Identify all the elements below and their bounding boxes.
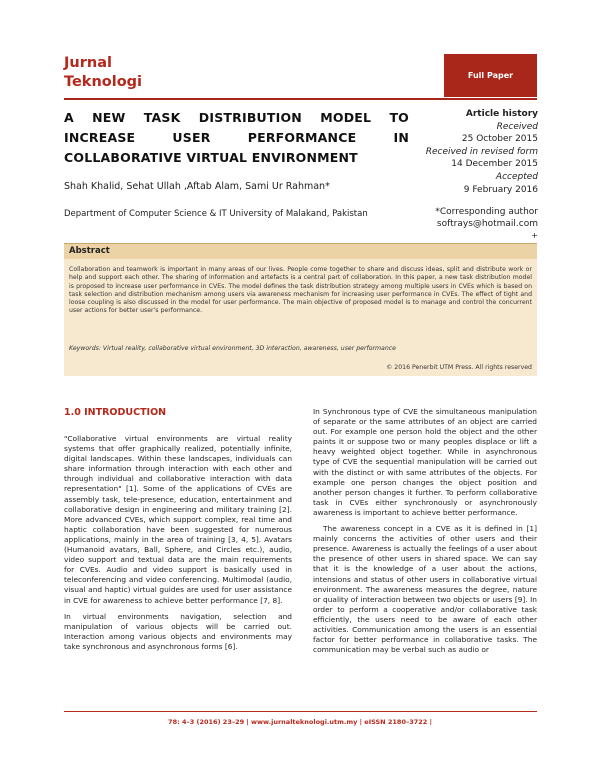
abstract-heading: Abstract [64, 244, 537, 259]
paragraph: The awareness concept in a CVE as it is defined in [1] mainly concerns the activities of other users and their presence. Awareness is actually the feelings of a user about the presence of other users in shared space. We can say that it is the knowledge of a user about the actions, intensions and status of other users in collaborative virtual environment. The awareness measures the degree, nature or quality of interaction between two objects or users [9]. In order to perform a cooperative and/or collaborative task efficiently, the users need to be aware of each other activities. Communication among the users is an essential factor for better performance in collaborative tasks. The communication may be verbal such as audio or [313, 524, 537, 655]
keywords: Keywords: Virtual reality, collaborative virtual environment, 3D interaction, awareness, user performance [69, 345, 396, 352]
journal-name [64, 54, 142, 92]
header-rule [64, 98, 537, 100]
accepted-date: 9 February 2016 [463, 184, 538, 195]
footer-rule [64, 711, 537, 712]
abstract-body: Collaboration and teamwork is important in many areas of our lives. People come together to share and discuss ideas, split and distribute work or help and support each other. The sharing of information and artefacts is a central part of collaboration. In this paper, a new task distribution model is proposed to increase user performance in CVEs. The model defines the task distribution strategy among multiple users in CVEs which is based on task selection and distribution mechanism among users via awareness mechanism for increasing user performance in CVEs. The effect of tight and loose coupling is also discussed in the model for user performance. The main objective of proposed model is to manage and control the concurrent user actions for better user's performance. [69, 266, 532, 315]
article-history-heading: Article history [465, 109, 538, 119]
journal-name-line1: Jurnal [64, 55, 112, 71]
revised-date: 14 December 2015 [451, 159, 538, 170]
abstract-box [64, 243, 537, 376]
section-title: 1.0 INTRODUCTION [64, 407, 167, 418]
corresponding-email[interactable]: softrays@hotmail.com [436, 219, 538, 229]
revised-label: Received in revised form [425, 146, 538, 157]
paragraph: "Collaborative virtual environments are virtual reality systems that offer graphically realized, potentially infinite, digital landscapes. Within these landscapes, individuals can share information through interaction with each other and through individual and collaborative interaction with data representation" [1]. Some of the applications of CVEs are assembly task, tele-presence, education, entertainment and collaborative design in engineering and military training [2]. More advanced CVEs, which support complex, real time and haptic collaboration have been suggested for numerous applications, mainly in the area of training [3, 4, 5]. Avatars (Humanoid avatars, Ball, Sphere, and Circles etc.), audio, video support and textual data are the main requirements for CVEs. Audio and video support is basically used in teleconferencing and video conferencing. Multimodal (audio, visual and haptic) virtual guides are used for user assistance in CVE for awareness to achieve better performance [7, 8]. [64, 434, 292, 605]
accepted-label: Accepted [495, 171, 538, 182]
corresponding-mark: + [531, 231, 538, 240]
paragraph: In virtual environments navigation, selection and manipulation of various objects will be carried out. Interaction among various objects and environments may take synchronous and asynchronous forms [6]. [64, 611, 292, 651]
paper-title: A NEW TASK DISTRIBUTION MODEL TO INCREASE USER PERFORMANCE IN COLLABORATIVE VIRTUAL ENVIRONMENT [64, 110, 409, 165]
body-column-left [64, 434, 292, 658]
affiliation: Department of Computer Science & IT University of Malakand, Pakistan [64, 209, 368, 219]
corresponding-author [435, 206, 538, 242]
corresponding-label: *Corresponding author [435, 207, 538, 217]
authors: Shah Khalid, Sehat Ullah ,Aftab Alam, Sami Ur Rahman* [64, 181, 330, 192]
article-history [426, 108, 538, 196]
full-paper-badge: Full Paper [444, 54, 537, 97]
received-date: 25 October 2015 [461, 134, 538, 145]
body-column-right [313, 407, 537, 661]
footer: 78: 4–3 (2016) 23–29 | www.jurnalteknologi.utm.my | eISSN 2180–3722 | [168, 718, 432, 726]
copyright: © 2016 Penerbit UTM Press. All rights reserved [386, 364, 532, 371]
journal-name-line2: Teknologi [64, 74, 143, 90]
paragraph: In Synchronous type of CVE the simultaneous manipulation of separate or the same attributes of an object are carried out. For example one person hold the object and the other paints it or suppose two or many peoples displace or lift a heavy weighted object together. While in asynchronous type of CVE the sequential manipulation will be carried out with the distinct or with same attributes of the objects. For example one person changes the object position and another person changes it further. To perform collaborative task in CVEs either synchronously or asynchronously awareness is important to achieve better performance. [313, 407, 537, 517]
received-label: Received [496, 121, 538, 132]
